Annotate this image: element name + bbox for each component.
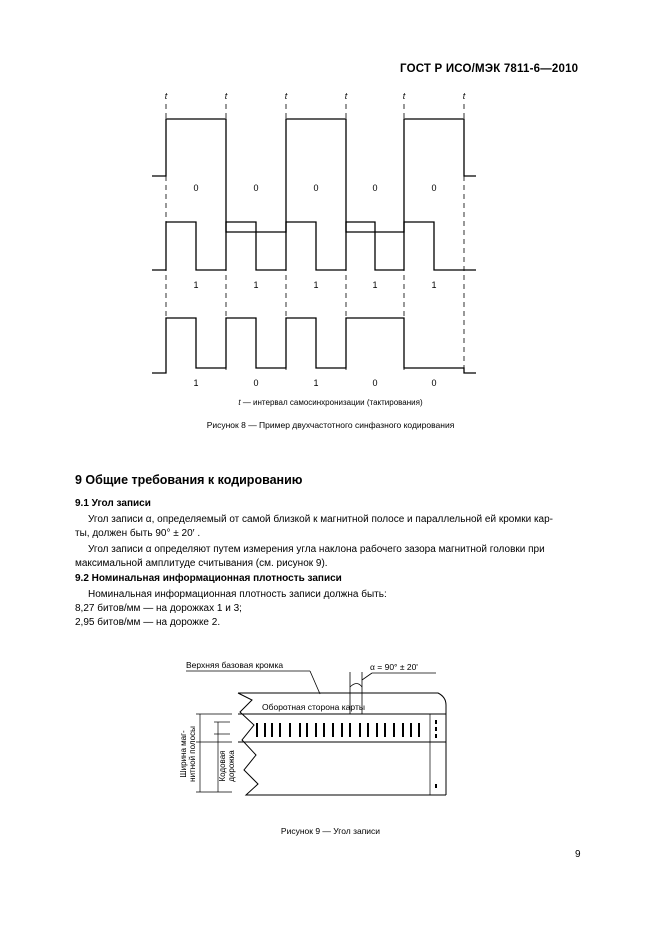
paragraph-line: 2,95 битов/мм — на дорожке 2. <box>75 617 221 628</box>
figure-8-legend <box>0 398 661 407</box>
tick-label: t <box>344 91 348 101</box>
bit-label: 1 <box>431 280 437 290</box>
page-number: 9 <box>575 849 581 860</box>
figure-8-caption: Рисунок 8 — Пример двухчастотного синфазного кодирования <box>206 420 455 430</box>
paragraph-line: ты, должен быть 90° ± 20′ . <box>75 528 201 539</box>
waveform-row-2 <box>152 222 476 270</box>
bit-label: 0 <box>431 183 437 193</box>
paragraph-line: 8,27 битов/мм — на дорожках 1 и 3; <box>75 603 242 614</box>
paragraph-line: Номинальная информационная плотность записи должна быть: <box>88 589 387 600</box>
tick-label: t <box>402 91 406 101</box>
top-edge-label: Верхняя базовая кромка <box>186 660 284 670</box>
bit-label: 1 <box>193 280 199 290</box>
legend-symbol: t <box>238 398 241 407</box>
card-back-label: Оборотная сторона карты <box>262 702 365 712</box>
bit-label: 1 <box>313 378 319 388</box>
document-header: ГОСТ Р ИСО/МЭК 7811-6—2010 <box>400 63 579 75</box>
figure-9-caption: Рисунок 9 — Угол записи <box>280 826 381 836</box>
bit-label: 0 <box>253 378 259 388</box>
bit-label: 0 <box>372 378 378 388</box>
bit-label: 0 <box>431 378 437 388</box>
bit-label: 0 <box>313 183 319 193</box>
paragraph-line: Угол записи α определяют путем измерения угла наклона рабочего зазора магнитной головки при <box>88 544 545 555</box>
section-9-1-title: 9.1 Угол записи <box>75 498 151 509</box>
tick-label: t <box>462 91 466 101</box>
legend-text: — интервал самосинхронизации (тактирования) <box>240 398 423 407</box>
bit-label: 1 <box>372 280 378 290</box>
bit-label: 0 <box>253 183 259 193</box>
figure-9-diagram <box>0 650 661 830</box>
tick-label: t <box>224 91 228 101</box>
tick-label: t <box>284 91 288 101</box>
section-9-2-title: 9.2 Номинальная информационная плотность записи <box>75 573 342 584</box>
track-label: дорожка <box>227 750 236 782</box>
figure-8-waveform <box>0 0 661 400</box>
bit-label: 1 <box>313 280 319 290</box>
waveform-row-3 <box>152 318 476 373</box>
tick-label: t <box>164 91 168 101</box>
paragraph-line: Угол записи α, определяемый от самой близкой к магнитной полосе и параллельной ей кромки кар- <box>88 514 553 525</box>
section-9-title: 9 Общие требования к кодированию <box>75 473 303 487</box>
bit-label: 1 <box>193 378 199 388</box>
waveform-row-1 <box>152 119 476 232</box>
angle-label: α = 90° ± 20' <box>370 662 418 672</box>
bit-label: 0 <box>372 183 378 193</box>
track-label: Кодовая <box>218 750 227 782</box>
paragraph-line: максимальной амплитуде считывания (см. рисунок 9). <box>75 558 328 569</box>
stripe-width-label: Ширина маг- <box>179 730 188 778</box>
bit-label: 1 <box>253 280 259 290</box>
stripe-width-label: нитной полосы <box>188 726 197 782</box>
bit-label: 0 <box>193 183 199 193</box>
